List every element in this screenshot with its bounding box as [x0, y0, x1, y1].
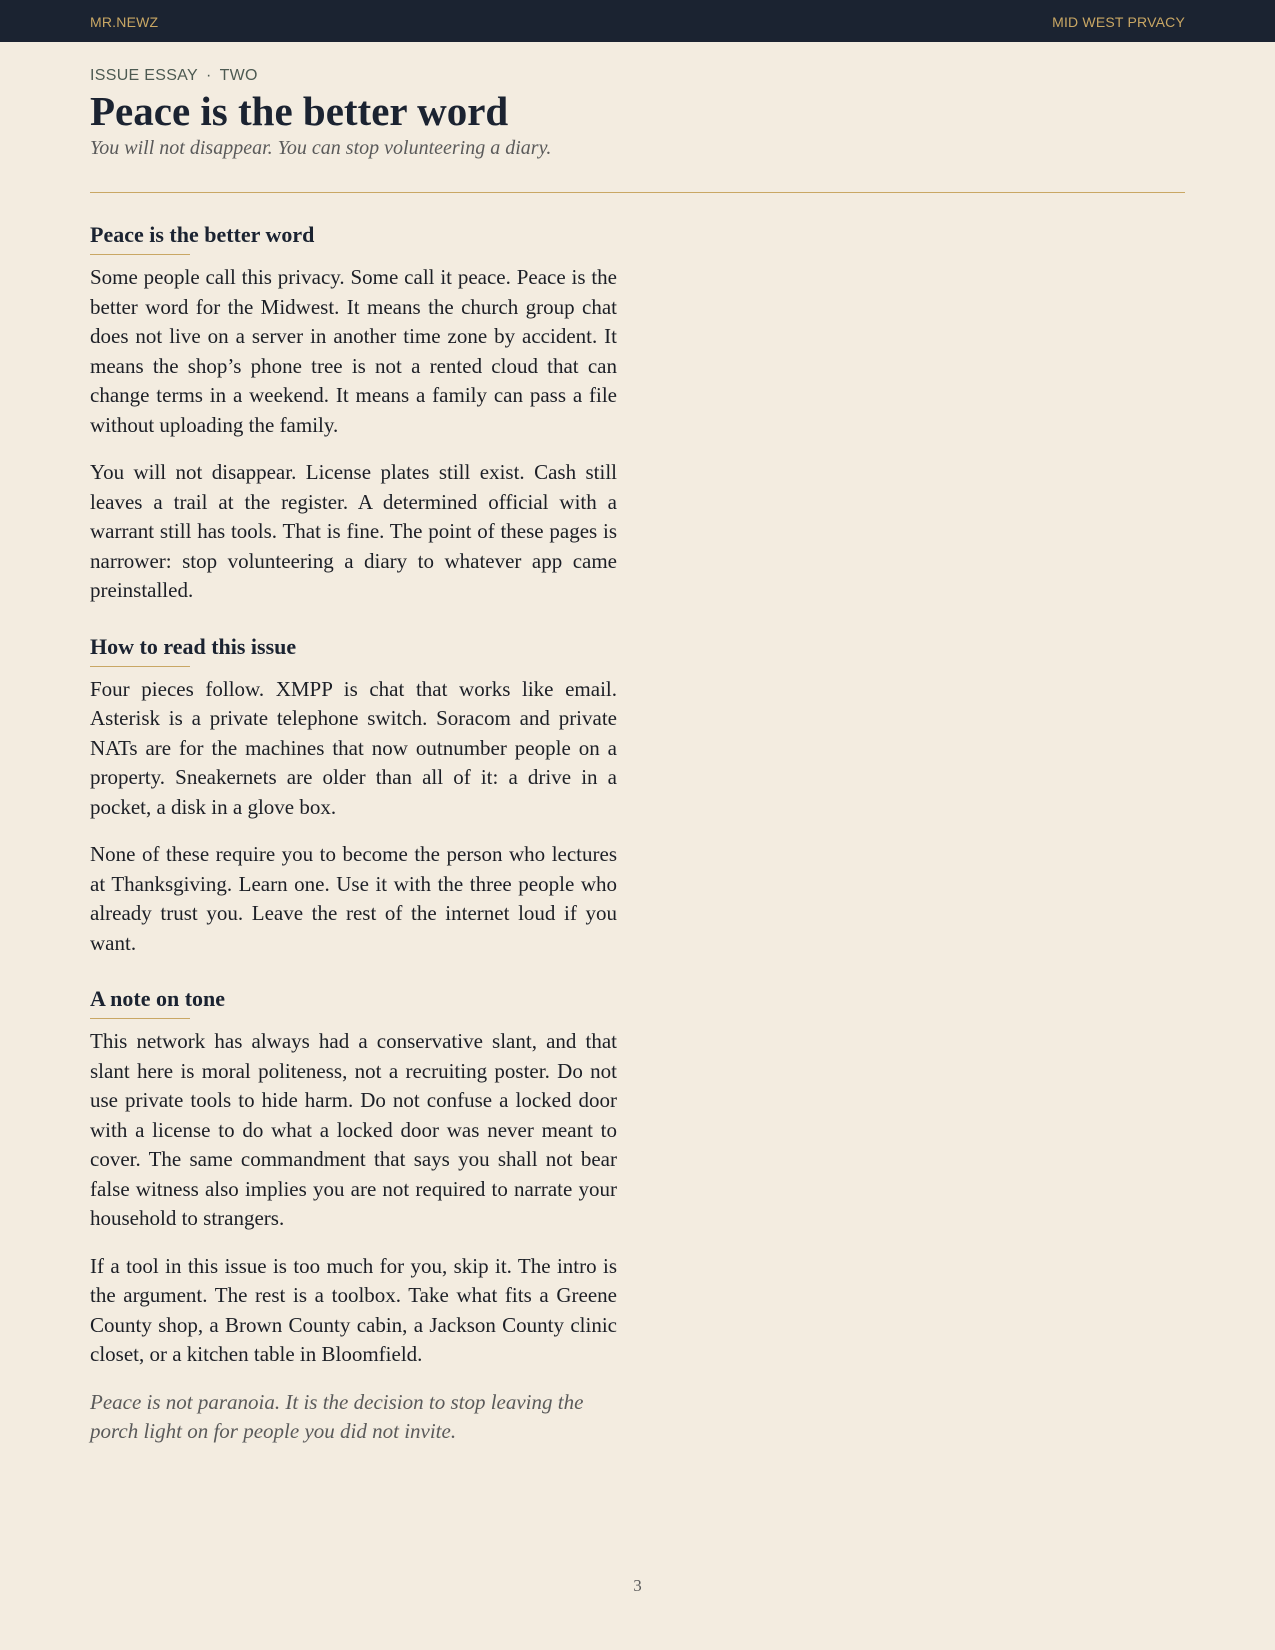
section-peace [90, 218, 617, 606]
paragraph: You will not disappear. License plates still exist. Cash still leaves a trail at the register. A determined official with a warrant still has tools. That is fine. The point of these pages is narrower: stop volunteering a diary to whatever app came preinstalled. [90, 460, 617, 602]
publication-name: MR.NEWZ [90, 14, 159, 30]
section-tone [90, 982, 617, 1447]
kicker-issue: TWO [219, 67, 258, 84]
kicker-separator: · [205, 67, 212, 84]
section-how-to-read [90, 630, 617, 959]
page-subtitle: You will not disappear. You can stop volunteering a diary. [90, 137, 552, 159]
section-heading: A note on tone [90, 986, 226, 1011]
paragraph: This network has always had a conservative slant, and that slant here is moral politeness, not a recruiting poster. Do not use private tools to hide harm. Do not confuse a locked door with a license to do what a locked door was never meant to cover. The same commandment that says you shall not bear false witness also implies you are not required to narrate your household to strangers. [90, 1029, 617, 1230]
top-bar [0, 0, 1275, 42]
section-underline [90, 666, 190, 667]
paragraph: Four pieces follow. XMPP is chat that works like email. Asterisk is a private telephone switch. Soracom and private NATs are for the machines that now outnumber people on a property. Sneakernets are older than all of it: a drive in a pocket, a disk in a glove box. [90, 676, 617, 819]
paragraph: Some people call this privacy. Some call it peace. Peace is the better word for the Midwest. It means the church group chat does not live on a server in another time zone by accident. It means the shop’s phone tree is not a rented cloud that can change terms in a weekend. It means a family can pass a file without uploading the family. [90, 265, 617, 437]
section-underline [90, 254, 190, 255]
page-title: Peace is the better word [90, 88, 509, 134]
page-number: 3 [633, 1576, 642, 1595]
closing-quote: Peace is not paranoia. It is the decision to stop leaving the porch light on for people you did not invite. [90, 1389, 584, 1443]
article-body [90, 218, 617, 1447]
issue-kicker [90, 67, 258, 85]
paragraph: None of these require you to become the person who lectures at Thanksgiving. Learn one. Use it with the three people who already trust you. Leave the rest of the internet loud if you want. [90, 842, 617, 955]
section-name: MID WEST PRVACY [1052, 14, 1185, 30]
section-heading: How to read this issue [90, 633, 297, 659]
paragraph: If a tool in this issue is too much for you, skip it. The intro is the argument. The rest is a toolbox. Take what fits a Greene County shop, a Brown County cabin, a Jackson County clinic closet, or a kitchen table in Bloomfield. [90, 1253, 617, 1366]
section-heading: Peace is the better word [90, 222, 315, 247]
kicker-label: ISSUE ESSAY [90, 67, 198, 84]
section-underline [90, 1018, 190, 1019]
title-divider [90, 192, 1185, 193]
